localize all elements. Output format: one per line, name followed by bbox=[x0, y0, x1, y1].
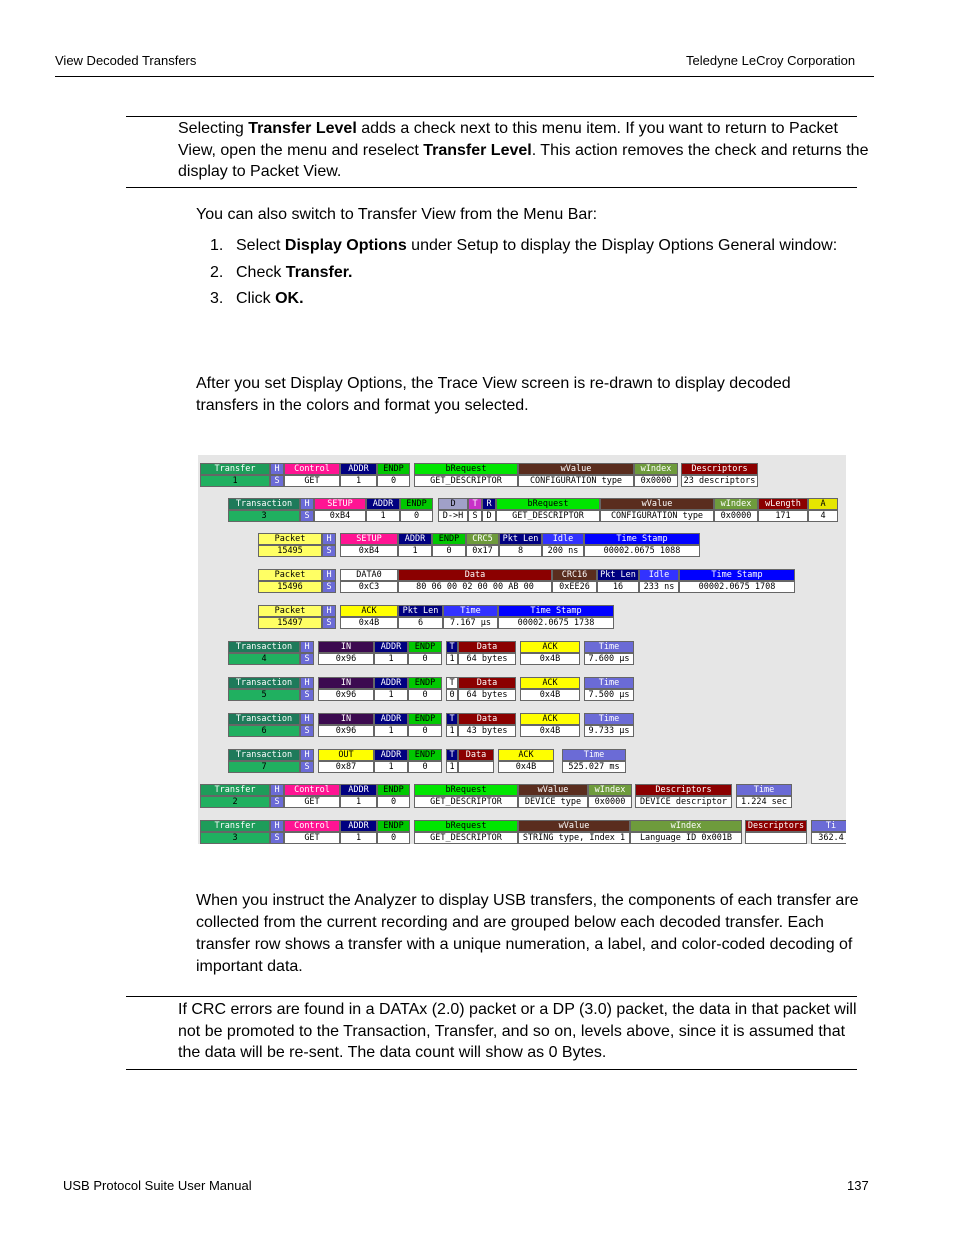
trace-field-value[interactable]: S bbox=[300, 689, 314, 701]
trace-field-label[interactable]: H bbox=[300, 498, 314, 510]
trace-field-value[interactable]: 0 bbox=[377, 796, 410, 808]
trace-field-value[interactable]: 15496 bbox=[258, 581, 322, 593]
trace-field-label[interactable]: Transaction bbox=[228, 749, 300, 761]
trace-field-label[interactable]: Idle bbox=[542, 533, 584, 545]
trace-field-value[interactable]: S bbox=[468, 510, 482, 522]
trace-field-label[interactable]: OUT bbox=[318, 749, 374, 761]
trace-field-value[interactable]: Language ID 0x001B bbox=[630, 832, 742, 844]
trace-field-label[interactable]: Transaction bbox=[228, 641, 300, 653]
trace-field-label[interactable]: Packet bbox=[258, 533, 322, 545]
crc-note-top-rule bbox=[126, 996, 857, 997]
trace-field-value[interactable]: S bbox=[300, 725, 314, 737]
trace-field-value[interactable]: 0 bbox=[432, 545, 466, 557]
trace-field-value[interactable]: GET_DESCRIPTOR bbox=[414, 832, 518, 844]
trace-field-value[interactable]: 0x4B bbox=[520, 725, 580, 737]
trace-field-value[interactable]: 1 bbox=[340, 796, 377, 808]
crc-note-bottom-rule bbox=[126, 1069, 857, 1070]
trace-field-label[interactable]: ADDR bbox=[340, 784, 377, 796]
trace-field-label[interactable]: ADDR bbox=[398, 533, 432, 545]
trace-field-label[interactable]: ENDP bbox=[408, 677, 442, 689]
trace-field-value[interactable]: 0x4B bbox=[520, 653, 580, 665]
trace-field-label[interactable]: Time bbox=[562, 749, 626, 761]
trace-field-value[interactable]: GET_DESCRIPTOR bbox=[414, 475, 518, 487]
trace-field-value[interactable]: 0x87 bbox=[318, 761, 374, 773]
trace-field-value[interactable]: 1.224 sec bbox=[736, 796, 792, 808]
trace-field-value[interactable]: 7.167 µs bbox=[443, 617, 498, 629]
trace-field-value[interactable]: 00002.0675 1708 bbox=[679, 581, 795, 593]
trace-field-label[interactable]: IN bbox=[318, 641, 374, 653]
trace-field-label[interactable]: SETUP bbox=[340, 533, 398, 545]
trace-field-label[interactable]: ENDP bbox=[432, 533, 466, 545]
after-display-options-text: After you set Display Options, the Trace View screen is re-drawn to display decoded transfers in the colors and format you selected. bbox=[196, 375, 791, 414]
trace-field-label[interactable]: ENDP bbox=[377, 784, 410, 796]
trace-field-value[interactable]: GET_DESCRIPTOR bbox=[414, 796, 518, 808]
trace-field-label[interactable]: Transaction bbox=[228, 498, 300, 510]
trace-field-label[interactable]: Transaction bbox=[228, 677, 300, 689]
running-header-right: Teledyne LeCroy Corporation bbox=[686, 53, 856, 68]
trace-field-value[interactable]: DEVICE type bbox=[518, 796, 588, 808]
trace-field-label[interactable]: ADDR bbox=[374, 677, 408, 689]
trace-field-label[interactable]: ADDR bbox=[340, 463, 377, 475]
trace-field-label[interactable]: H bbox=[300, 677, 314, 689]
trace-field-label[interactable]: wIndex bbox=[634, 463, 678, 475]
trace-field-label[interactable]: H bbox=[270, 784, 284, 796]
transfer-description-text: When you instruct the Analyzer to display USB transfers, the components of each transfer are collected from the current recording and are grouped below each decoded transfer. Each transfer row shows a transfer with a unique numeration, a label, and color-coded decoding of important data. bbox=[196, 892, 859, 975]
trace-field-value[interactable]: 64 bytes bbox=[458, 689, 516, 701]
trace-field-label[interactable]: wIndex bbox=[588, 784, 632, 796]
trace-field-value[interactable]: 7 bbox=[228, 761, 300, 773]
trace-field-label[interactable]: T bbox=[468, 498, 482, 510]
trace-field-value[interactable]: 4 bbox=[228, 653, 300, 665]
trace-field-value[interactable]: 0x4B bbox=[498, 761, 554, 773]
trace-field-value[interactable]: S bbox=[270, 796, 284, 808]
trace-field-value[interactable]: 43 bytes bbox=[458, 725, 516, 737]
trace-field-label[interactable]: H bbox=[300, 641, 314, 653]
step-1: 1. Select Display Options under Setup to display the Display Options General window: bbox=[210, 237, 838, 254]
trace-field-label[interactable]: H bbox=[270, 820, 284, 832]
trace-field-value[interactable]: 0xEE26 bbox=[552, 581, 597, 593]
trace-field-label[interactable]: Descriptors bbox=[745, 820, 807, 832]
trace-field-value[interactable]: 362.4 bbox=[811, 832, 846, 844]
trace-field-label[interactable]: Time Stamp bbox=[679, 569, 795, 581]
trace-field-label[interactable]: ACK bbox=[498, 749, 554, 761]
trace-field-value[interactable]: S bbox=[322, 581, 336, 593]
trace-field-value[interactable]: S bbox=[300, 761, 314, 773]
trace-field-label[interactable]: H bbox=[300, 713, 314, 725]
note-bottom-rule bbox=[126, 187, 857, 188]
trace-field-label[interactable]: H bbox=[322, 605, 336, 617]
trace-field-label[interactable]: Time bbox=[736, 784, 792, 796]
trace-field-value[interactable]: GET bbox=[284, 475, 340, 487]
trace-field-label[interactable]: ADDR bbox=[366, 498, 400, 510]
trace-field-label[interactable]: Packet bbox=[258, 605, 322, 617]
trace-field-value[interactable]: 0x17 bbox=[466, 545, 499, 557]
trace-field-value[interactable]: 1 bbox=[340, 475, 377, 487]
trace-field-value[interactable]: 15495 bbox=[258, 545, 322, 557]
trace-field-value[interactable]: 9.733 µs bbox=[584, 725, 634, 737]
trace-field-value[interactable]: 00002.0675 1088 bbox=[584, 545, 700, 557]
trace-field-value[interactable]: 1 bbox=[340, 832, 377, 844]
trace-field-label[interactable]: ENDP bbox=[408, 713, 442, 725]
trace-field-label[interactable]: D bbox=[438, 498, 468, 510]
trace-field-label[interactable]: Transfer bbox=[200, 784, 270, 796]
trace-field-value[interactable]: S bbox=[270, 475, 284, 487]
step-2: 2. Check Transfer. bbox=[210, 264, 353, 281]
trace-field-value[interactable]: 1 bbox=[374, 761, 408, 773]
trace-field-value[interactable]: S bbox=[322, 545, 336, 557]
trace-field-value[interactable]: 0 bbox=[377, 475, 410, 487]
trace-field-value[interactable]: 1 bbox=[374, 689, 408, 701]
trace-field-value[interactable]: 6 bbox=[398, 617, 443, 629]
trace-field-value[interactable]: 1 bbox=[398, 545, 432, 557]
trace-field-label[interactable]: wValue bbox=[518, 784, 588, 796]
note-top-rule bbox=[126, 116, 857, 117]
trace-field-value[interactable]: CONFIGURATION type bbox=[518, 475, 634, 487]
trace-field-value[interactable]: 0x4B bbox=[340, 617, 398, 629]
trace-field-label[interactable]: ENDP bbox=[377, 463, 410, 475]
trace-field-label[interactable]: Control bbox=[284, 820, 340, 832]
trace-view-screenshot bbox=[198, 455, 846, 844]
trace-field-value[interactable]: 0x0000 bbox=[588, 796, 632, 808]
intro-text: You can also switch to Transfer View from the Menu Bar: bbox=[196, 206, 598, 223]
trace-field-value[interactable]: D bbox=[482, 510, 496, 522]
trace-field-value[interactable]: 4 bbox=[808, 510, 838, 522]
trace-field-label[interactable]: bRequest bbox=[414, 784, 518, 796]
trace-field-label[interactable]: Time bbox=[443, 605, 498, 617]
trace-field-label[interactable]: Ti bbox=[811, 820, 846, 832]
trace-field-label[interactable]: ACK bbox=[520, 713, 580, 725]
trace-field-value[interactable]: STRING type, Index 1 bbox=[518, 832, 630, 844]
trace-field-value[interactable]: 0x96 bbox=[318, 653, 374, 665]
trace-field-label[interactable]: H bbox=[300, 749, 314, 761]
trace-field-value[interactable]: GET bbox=[284, 832, 340, 844]
trace-field-value[interactable]: 5 bbox=[228, 689, 300, 701]
step-3: 3. Click OK. bbox=[210, 290, 304, 307]
trace-field-label[interactable]: ENDP bbox=[408, 641, 442, 653]
trace-field-label[interactable]: Data bbox=[398, 569, 552, 581]
trace-field-value[interactable]: S bbox=[300, 653, 314, 665]
trace-field-label[interactable]: H bbox=[322, 533, 336, 545]
trace-field-value[interactable]: S bbox=[270, 832, 284, 844]
trace-field-label[interactable]: bRequest bbox=[496, 498, 600, 510]
trace-field-label[interactable]: bRequest bbox=[414, 463, 518, 475]
trace-field-label[interactable]: ENDP bbox=[408, 749, 442, 761]
trace-field-value[interactable]: 0 bbox=[408, 725, 442, 737]
crc-note-text: If CRC errors are found in a DATAx (2.0) packet or a DP (3.0) packet, the data in that packet will not be promoted to the Transaction, Transfer, and so on, levels above, since it is assumed that the data will be re-sent. The data count will show as 0 Bytes. bbox=[178, 1001, 857, 1061]
trace-field-value[interactable] bbox=[745, 832, 807, 844]
trace-field-label[interactable]: Transfer bbox=[200, 820, 270, 832]
trace-field-value[interactable]: 1 bbox=[200, 475, 270, 487]
trace-field-label[interactable]: ADDR bbox=[374, 749, 408, 761]
trace-field-value[interactable]: CONFIGURATION type bbox=[600, 510, 714, 522]
trace-field-value[interactable]: S bbox=[322, 617, 336, 629]
trace-field-value[interactable]: 80 06 00 02 00 00 AB 00 bbox=[398, 581, 552, 593]
trace-field-value[interactable]: 0x96 bbox=[318, 689, 374, 701]
trace-field-label[interactable]: Data bbox=[458, 641, 516, 653]
trace-field-value[interactable]: 3 bbox=[228, 510, 300, 522]
trace-field-label[interactable]: ADDR bbox=[374, 641, 408, 653]
trace-field-value[interactable]: D->H bbox=[438, 510, 468, 522]
trace-field-label[interactable]: ADDR bbox=[374, 713, 408, 725]
trace-field-label[interactable]: H bbox=[270, 463, 284, 475]
page-number: 137 bbox=[847, 1178, 869, 1193]
trace-field-label[interactable]: ACK bbox=[520, 677, 580, 689]
trace-field-label[interactable]: wValue bbox=[518, 820, 630, 832]
trace-field-value[interactable]: 6 bbox=[228, 725, 300, 737]
note-transfer-level: Selecting Transfer Level adds a check next to this menu item. If you want to return to Packet View, open the menu and reselect Transfer Level. This action removes the check and returns the display to Packet View. bbox=[178, 120, 869, 180]
trace-field-value[interactable]: GET_DESCRIPTOR bbox=[496, 510, 600, 522]
trace-field-value[interactable]: 0xB4 bbox=[340, 545, 398, 557]
trace-field-value[interactable]: 0x0000 bbox=[714, 510, 758, 522]
trace-field-value[interactable]: 0 bbox=[400, 510, 433, 522]
trace-field-label[interactable]: T bbox=[446, 641, 458, 653]
trace-field-label[interactable]: ACK bbox=[520, 641, 580, 653]
trace-field-label[interactable]: IN bbox=[318, 677, 374, 689]
trace-field-value[interactable]: 0xB4 bbox=[314, 510, 366, 522]
trace-field-value[interactable]: 2 bbox=[200, 796, 270, 808]
trace-field-label[interactable]: Data bbox=[458, 749, 494, 761]
footer-manual-title: USB Protocol Suite User Manual bbox=[63, 1178, 252, 1193]
trace-field-value[interactable]: 200 ns bbox=[542, 545, 584, 557]
trace-field-value[interactable]: S bbox=[300, 510, 314, 522]
trace-field-label[interactable]: bRequest bbox=[414, 820, 518, 832]
trace-field-value[interactable]: 0 bbox=[408, 689, 442, 701]
trace-field-value[interactable] bbox=[458, 761, 494, 773]
trace-field-label[interactable]: ENDP bbox=[377, 820, 410, 832]
trace-field-value[interactable]: 0 bbox=[408, 761, 442, 773]
trace-field-label[interactable]: wValue bbox=[518, 463, 634, 475]
trace-field-label[interactable]: Time bbox=[584, 677, 634, 689]
trace-field-label[interactable]: Data bbox=[458, 677, 516, 689]
trace-field-value[interactable]: 3 bbox=[200, 832, 270, 844]
trace-field-value[interactable]: 00002.0675 1738 bbox=[498, 617, 614, 629]
trace-field-label[interactable]: Transaction bbox=[228, 713, 300, 725]
trace-field-value[interactable]: 7.500 µs bbox=[584, 689, 634, 701]
trace-field-label[interactable]: Pkt Len bbox=[398, 605, 443, 617]
trace-field-value[interactable]: 8 bbox=[499, 545, 542, 557]
trace-field-value[interactable]: 7.600 µs bbox=[584, 653, 634, 665]
trace-field-label[interactable]: R bbox=[482, 498, 496, 510]
trace-field-value[interactable]: 1 bbox=[366, 510, 400, 522]
trace-field-value[interactable]: 0xC3 bbox=[340, 581, 398, 593]
trace-field-value[interactable]: 1 bbox=[446, 761, 458, 773]
trace-field-label[interactable]: Time bbox=[584, 713, 634, 725]
trace-field-label[interactable]: CRC5 bbox=[466, 533, 499, 545]
trace-field-label[interactable]: DATA0 bbox=[340, 569, 398, 581]
trace-field-label[interactable]: ADDR bbox=[340, 820, 377, 832]
trace-field-label[interactable]: Transfer bbox=[200, 463, 270, 475]
trace-field-label[interactable]: Descriptors bbox=[635, 784, 732, 796]
trace-field-value[interactable]: 0 bbox=[408, 653, 442, 665]
trace-field-value[interactable]: 0 bbox=[377, 832, 410, 844]
trace-field-label[interactable]: Pkt Len bbox=[499, 533, 542, 545]
trace-field-label[interactable]: H bbox=[322, 569, 336, 581]
trace-field-label[interactable]: Idle bbox=[639, 569, 679, 581]
trace-field-value[interactable]: GET bbox=[284, 796, 340, 808]
trace-field-value[interactable]: 1 bbox=[374, 725, 408, 737]
trace-field-value[interactable]: 16 bbox=[597, 581, 639, 593]
trace-field-label[interactable]: Time Stamp bbox=[498, 605, 614, 617]
trace-field-label[interactable]: Packet bbox=[258, 569, 322, 581]
trace-field-value[interactable]: 171 bbox=[758, 510, 808, 522]
trace-field-label[interactable]: Descriptors bbox=[681, 463, 758, 475]
trace-field-value[interactable]: 0x0000 bbox=[634, 475, 678, 487]
header-rule bbox=[55, 76, 874, 77]
trace-field-value[interactable]: 525.027 ms bbox=[562, 761, 626, 773]
trace-field-value[interactable]: 0 bbox=[446, 689, 458, 701]
trace-field-label[interactable]: T bbox=[446, 713, 458, 725]
trace-field-value[interactable]: 64 bytes bbox=[458, 653, 516, 665]
trace-field-label[interactable]: T bbox=[446, 749, 458, 761]
trace-field-label[interactable]: ENDP bbox=[400, 498, 433, 510]
trace-field-value[interactable]: DEVICE descriptor bbox=[635, 796, 732, 808]
trace-field-value[interactable]: 0x4B bbox=[520, 689, 580, 701]
trace-field-value[interactable]: 1 bbox=[446, 653, 458, 665]
trace-field-value[interactable]: 23 descriptors bbox=[681, 475, 758, 487]
trace-field-label[interactable]: ACK bbox=[340, 605, 398, 617]
trace-field-value[interactable]: 1 bbox=[374, 653, 408, 665]
trace-field-label[interactable]: Pkt Len bbox=[597, 569, 639, 581]
trace-field-label[interactable]: Time bbox=[584, 641, 634, 653]
trace-field-label[interactable]: T bbox=[446, 677, 458, 689]
trace-field-label[interactable]: SETUP bbox=[314, 498, 366, 510]
trace-field-label[interactable]: wValue bbox=[600, 498, 714, 510]
trace-field-value[interactable]: 1 bbox=[446, 725, 458, 737]
trace-field-label[interactable]: Control bbox=[284, 463, 340, 475]
trace-field-value[interactable]: 15497 bbox=[258, 617, 322, 629]
trace-field-label[interactable]: wIndex bbox=[630, 820, 742, 832]
trace-field-label[interactable]: IN bbox=[318, 713, 374, 725]
trace-field-label[interactable]: A bbox=[808, 498, 838, 510]
trace-field-value[interactable]: 233 ns bbox=[639, 581, 679, 593]
trace-field-label[interactable]: Time Stamp bbox=[584, 533, 700, 545]
running-header-left: View Decoded Transfers bbox=[55, 53, 197, 68]
trace-field-value[interactable]: 0x96 bbox=[318, 725, 374, 737]
trace-field-label[interactable]: wLength bbox=[758, 498, 808, 510]
trace-field-label[interactable]: wIndex bbox=[714, 498, 758, 510]
trace-field-label[interactable]: Data bbox=[458, 713, 516, 725]
trace-field-label[interactable]: CRC16 bbox=[552, 569, 597, 581]
trace-field-label[interactable]: Control bbox=[284, 784, 340, 796]
